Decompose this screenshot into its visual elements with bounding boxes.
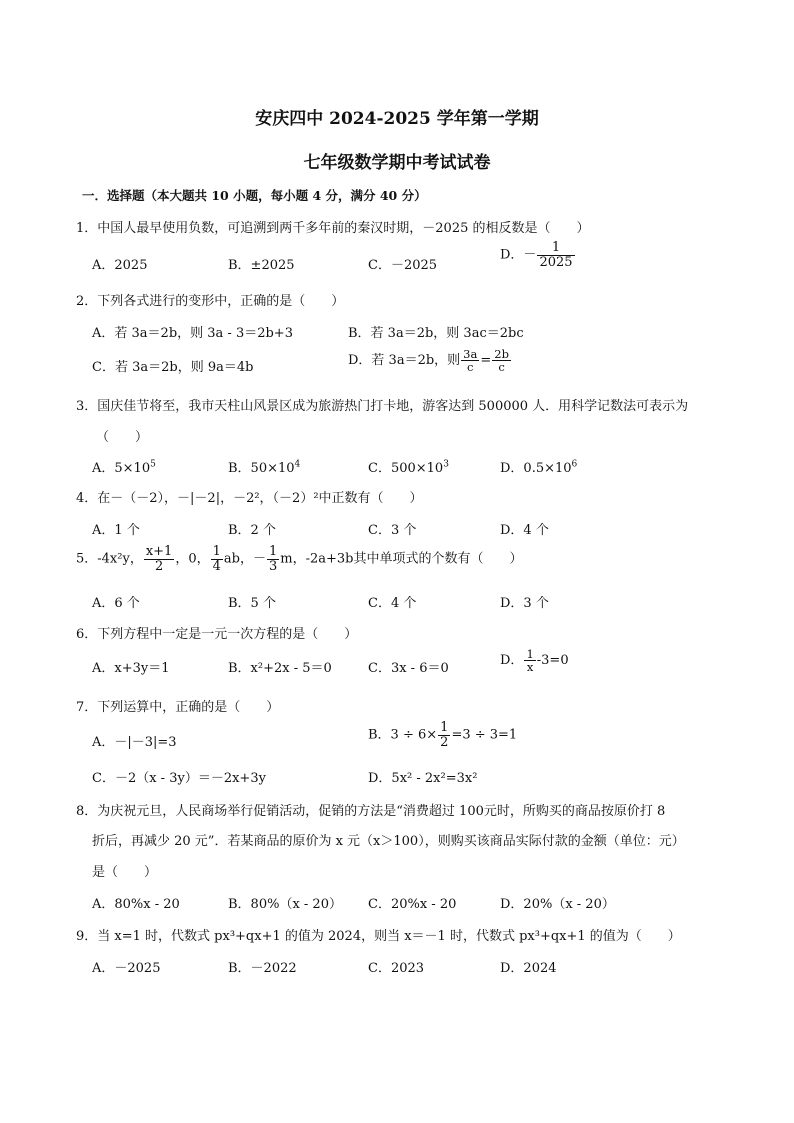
question-7-stem: 7．下列运算中，正确的是（ ） — [76, 700, 280, 715]
exponent: 5 — [150, 459, 156, 470]
q2-option-d — [348, 348, 512, 373]
q4-option-c: C．3 个 — [368, 523, 417, 538]
exponent: 3 — [443, 459, 449, 470]
exam-title: 安庆四中 2024-2025 学年第一学期 — [255, 109, 539, 129]
q7-option-c: C．－2（x - 3y）＝－2x+3y — [92, 771, 266, 786]
q1-option-d — [500, 241, 576, 269]
q9-option-d: D．2024 — [500, 961, 557, 976]
q9-option-c: C．2023 — [368, 961, 425, 976]
fraction-denominator: c — [492, 360, 511, 373]
question-8-line-3: 是（ ） — [92, 865, 158, 880]
q4-option-b: B．2 个 — [228, 523, 276, 538]
stem-text: m，-2a+3b其中单项式的个数有（ ） — [280, 551, 523, 567]
q1-option-c: C．－2025 — [368, 258, 438, 273]
q7-option-b — [368, 721, 517, 749]
q9-option-b: B．－2022 — [228, 961, 297, 976]
fraction-denominator: c — [461, 360, 479, 373]
q1-option-d-label: D．－ — [500, 247, 537, 263]
exam-subtitle: 七年级数学期中考试试卷 — [303, 153, 491, 173]
q6-option-c: C．3x - 6＝0 — [368, 661, 449, 676]
option-text: B．3 ÷ 6× — [368, 727, 438, 743]
question-2-stem: 2．下列各式进行的变形中，正确的是（ ） — [76, 294, 345, 309]
option-text: -3=0 — [536, 653, 569, 669]
question-9-stem: 9．当 x=1 时，代数式 px³+qx+1 的值为 2024，则当 x＝－1 时，代数式 px³+qx+1 的值为（ ） — [76, 929, 681, 944]
fraction-numerator: 1 — [440, 720, 449, 735]
q2-option-d-label: D．若 3a＝2b，则 — [348, 353, 461, 369]
option-text: =3 ÷ 3=1 — [451, 727, 518, 743]
q5-fraction-1 — [144, 545, 175, 573]
fraction-denominator: 2 — [440, 734, 449, 750]
question-4-stem: 4．在－（－2），－|－2|，－2²，（－2）²中正数有（ ） — [76, 491, 423, 506]
fraction-denominator: 4 — [212, 558, 221, 574]
stem-text: 5．-4x²y， — [76, 551, 143, 567]
fraction-denominator: 2 — [144, 559, 175, 574]
fraction-numerator: 1 — [268, 544, 278, 559]
fraction-denominator: x — [524, 660, 535, 673]
stem-text: ，0， — [175, 551, 210, 567]
fraction-numerator: 1 — [551, 240, 561, 255]
q5-option-b: B．5 个 — [228, 596, 276, 611]
equals-sign: = — [480, 353, 492, 369]
question-5-stem — [76, 545, 522, 573]
q3-option-c — [368, 457, 449, 476]
q1-option-b: B．±2025 — [228, 258, 295, 273]
q6-option-b: B．x²+2x - 5＝0 — [228, 661, 332, 676]
fraction-numerator: 1 — [212, 544, 221, 559]
q7-fraction — [438, 721, 450, 749]
q5-option-d: D．3 个 — [500, 596, 549, 611]
q8-option-d: D．20%（x - 20） — [500, 897, 615, 912]
question-1-stem: 1．中国人最早使用负数，可追溯到两千多年前的秦汉时期，－2025 的相反数是（ ） — [76, 221, 590, 236]
q7-option-d: D．5x² - 2x²=3x² — [368, 771, 478, 786]
option-text: D．0.5×10 — [500, 461, 572, 476]
fraction-denominator: 2025 — [539, 254, 573, 270]
q7-option-a: A．－|－3|=3 — [92, 735, 177, 750]
q1-option-a: A．2025 — [92, 258, 148, 273]
question-3-stem: 3．国庆佳节将至，我市天柱山风景区成为旅游热门打卡地，游客达到 500000 人．用科学记数法可表示为 — [76, 399, 689, 414]
q9-option-a: A．－2025 — [92, 961, 161, 976]
q3-option-a — [92, 457, 156, 476]
question-8-line-2: 折后，再减少 20 元”．若某商品的原价为 x 元（x＞100），则购买该商品实际付款的金额（单位：元） — [92, 834, 685, 849]
stem-text: ab，－ — [223, 551, 266, 567]
question-6-stem: 6．下列方程中一定是一元一次方程的是（ ） — [76, 627, 358, 642]
option-text: A．5×10 — [92, 461, 151, 476]
fraction-numerator: 1 — [526, 647, 534, 661]
exponent: 4 — [294, 459, 301, 470]
question-8-line-1: 8．为庆祝元旦，人民商场举行促销活动，促销的方法是“消费超过 100元时，所购买的商品按原价打 8 — [76, 804, 666, 819]
q5-fraction-2 — [211, 545, 223, 573]
q2-fraction-1 — [461, 348, 479, 373]
fraction-numerator: 3a — [463, 347, 478, 361]
q2-option-c: C．若 3a＝2b，则 9a＝4b — [92, 360, 254, 375]
q2-fraction-2 — [492, 348, 511, 373]
q2-option-a: A．若 3a＝2b，则 3a - 3＝2b+3 — [92, 326, 293, 341]
q2-option-b: B．若 3a＝2b，则 3ac＝2bc — [348, 326, 524, 341]
q8-option-a: A．80%x - 20 — [92, 897, 180, 912]
q4-option-d: D．4 个 — [500, 523, 549, 538]
option-text: C．500×10 — [368, 461, 444, 476]
q5-option-a: A．6 个 — [92, 596, 140, 611]
q3-option-b — [228, 457, 300, 476]
fraction-denominator: 3 — [268, 558, 278, 574]
q5-fraction-3 — [267, 545, 279, 573]
section-heading: 一．选择题（本大题共 10 小题，每小题 4 分，满分 40 分） — [82, 188, 427, 203]
option-label: D． — [500, 653, 524, 669]
fraction-numerator: x+1 — [145, 544, 173, 559]
q8-option-c: C．20%x - 20 — [368, 897, 457, 912]
q6-fraction — [524, 648, 535, 673]
fraction-numerator: 2b — [494, 347, 509, 361]
q4-option-a: A．1 个 — [92, 523, 140, 538]
q3-option-d — [500, 457, 577, 476]
option-text: B．50×10 — [228, 461, 295, 476]
q5-option-c: C．4 个 — [368, 596, 417, 611]
q8-option-b: B．80%（x - 20） — [228, 897, 342, 912]
q6-option-a: A．x+3y＝1 — [92, 661, 170, 676]
exponent: 6 — [571, 459, 578, 470]
q6-option-d — [500, 648, 569, 673]
question-3-stem-2: （ ） — [96, 430, 149, 445]
q1-option-d-fraction — [537, 241, 574, 269]
